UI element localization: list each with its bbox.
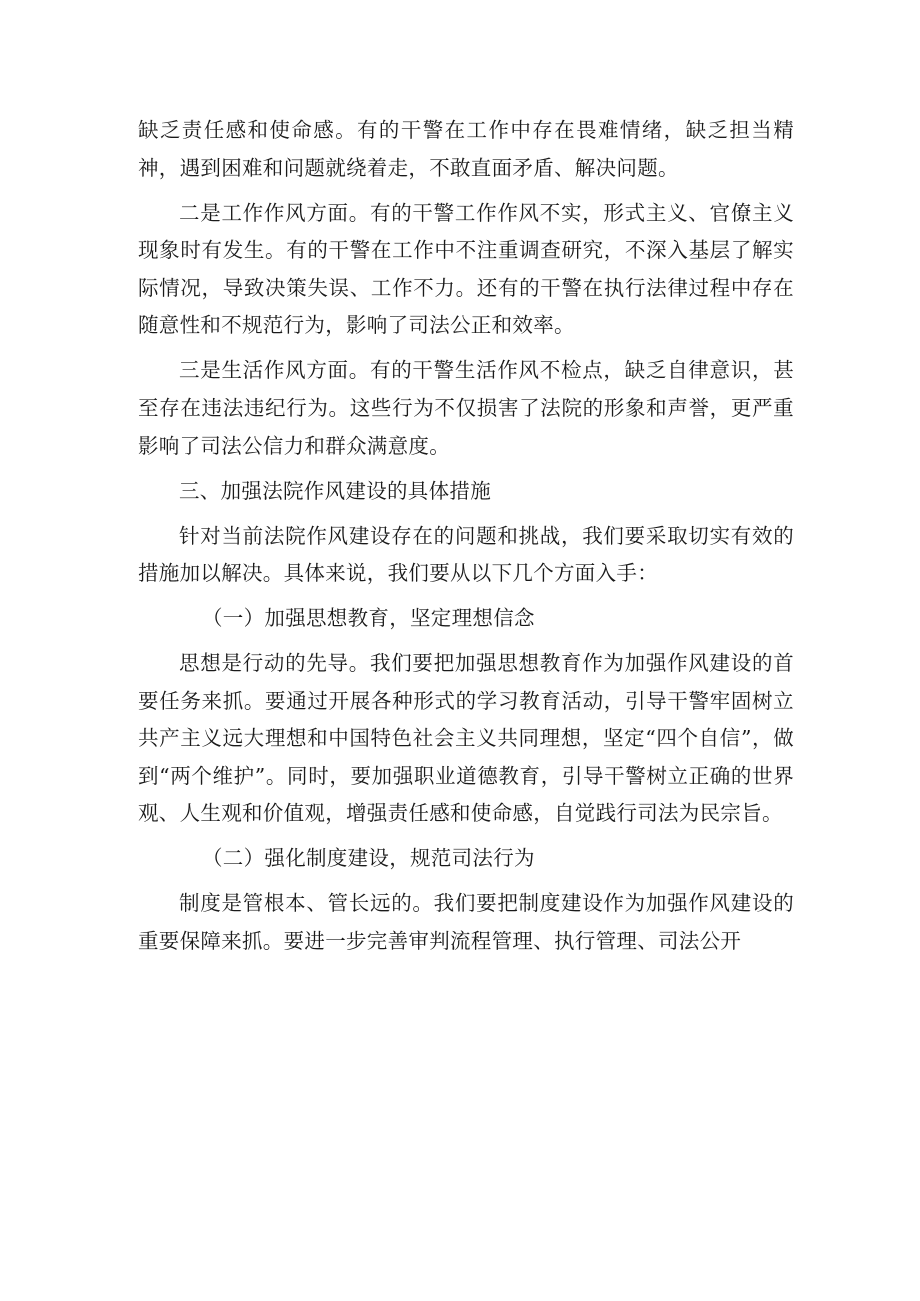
paragraph: 制度是管根本、管长远的。我们要把制度建设作为加强作风建设的重要保障来抓。要进一步完善审判流程管理、执行管理、司法公开 [138,891,794,953]
paragraph: 三是生活作风方面。有的干警生活作风不检点，缺乏自律意识，甚至存在违法违纪行为。这些行为不仅损害了法院的形象和声誉，更严重影响了司法公信力和群众满意度。 [138,358,794,458]
section-heading: 三、加强法院作风建设的具体措施 [179,478,491,503]
paragraph: 针对当前法院作风建设存在的问题和挑战，我们要采取切实有效的措施加以解决。具体来说，我们要从以下几个方面入手： [138,523,794,586]
paragraph: 二是工作作风方面。有的干警工作作风不实，形式主义、官僚主义现象时有发生。有的干警在工作中不注重调查研究，不深入基层了解实际情况，导致决策失误、工作不力。还有的干警在执行法律过程中存在随意性和不规范行为，影响了司法公正和效率。 [138,200,794,338]
subsection-heading: （二）强化制度建设，规范司法行为 [202,846,535,871]
paragraph: 缺乏责任感和使命感。有的干警在工作中存在畏难情绪，缺乏担当精神，遇到困难和问题就绕着走，不敢直面矛盾、解决问题。 [138,118,794,180]
document-body [138,112,794,968]
subsection-heading: （一）加强思想教育，坚定理想信念 [202,606,535,631]
paragraph: 思想是行动的先导。我们要把加强思想教育作为加强作风建设的首要任务来抓。要通过开展各种形式的学习教育活动，引导干警牢固树立共产主义远大理想和中国特色社会主义共同理想，坚定“四个自信”，做到“两个维护”。同时，要加强职业道德教育，引导干警树立正确的世界观、人生观和价值观，增强责任感和使命感，自觉践行司法为民宗旨。 [138,651,794,826]
